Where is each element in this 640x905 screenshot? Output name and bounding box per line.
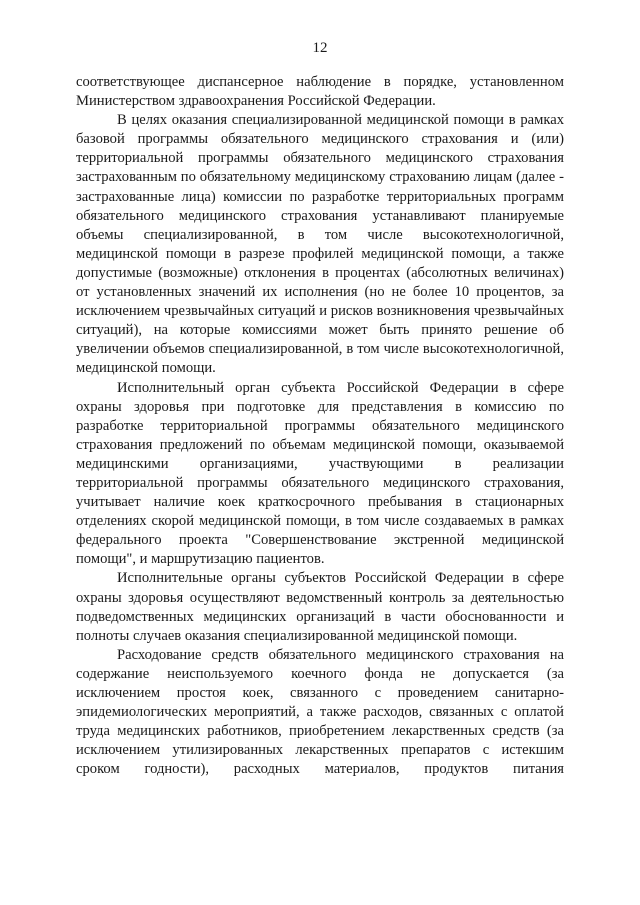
paragraph-2: В целях оказания специализированной медицинской помощи в рамках базовой программы обязательного медицинского страхования и (или) территориальной программы обязательного медицинского страхования застрахованным по обязательному медицинскому страхованию лицам (далее - застрахованные лица) комиссии по разработке территориальных программ обязательного медицинского страхования устанавливают планируемые объемы специализированной, в том числе высокотехнологичной, медицинской помощи в разрезе профилей медицинской помощи, а также допустимые (возможные) отклонения в процентах (абсолютных величинах) от установленных значений их исполнения (но не более 10 процентов, за исключением чрезвычайных ситуаций и рисков возникновения чрезвычайных ситуаций), на которые комиссиями может быть принято решение об увеличении объемов специализированной, в том числе высокотехнологичной, медицинской помощи.: [76, 112, 564, 377]
document-body: [76, 73, 564, 779]
paragraph-5: Расходование средств обязательного медицинского страхования на содержание неиспользуемого коечного фонда не допускается (за исключением простоя коек, связанного с проведением санитарно-эпидемиологических мероприятий, а также расходов, связанных с оплатой труда медицинских работников, приобретением лекарственных средств (за исключением утилизированных лекарственных препаратов с истекшим сроком годности), расходных материалов, продуктов питания: [76, 646, 564, 778]
paragraph-4: Исполнительные органы субъектов Российской Федерации в сфере охраны здоровья осуществляют ведомственный контроль за деятельностью подведомственных медицинских организаций в части обоснованности и полноты случаев оказания специализированной медицинской помощи.: [76, 570, 564, 644]
paragraph-1: соответствующее диспансерное наблюдение в порядке, установленном Министерством здравоохранения Российской Федерации.: [76, 74, 564, 110]
paragraph-3: Исполнительный орган субъекта Российской Федерации в сфере охраны здоровья при подготовке для представления в комиссию по разработке территориальной программы обязательного медицинского страхования предложений по объемам медицинской помощи, оказываемой медицинскими организациями, участвующими в реализации территориальной программы обязательного медицинского страхования, учитывает наличие коек краткосрочного пребывания в стационарных отделениях скорой медицинской помощи, в том числе создаваемых в рамках федерального проекта "Совершенствование экстренной медицинской помощи", и маршрутизацию пациентов.: [76, 379, 564, 568]
page-number: 12: [312, 40, 328, 56]
